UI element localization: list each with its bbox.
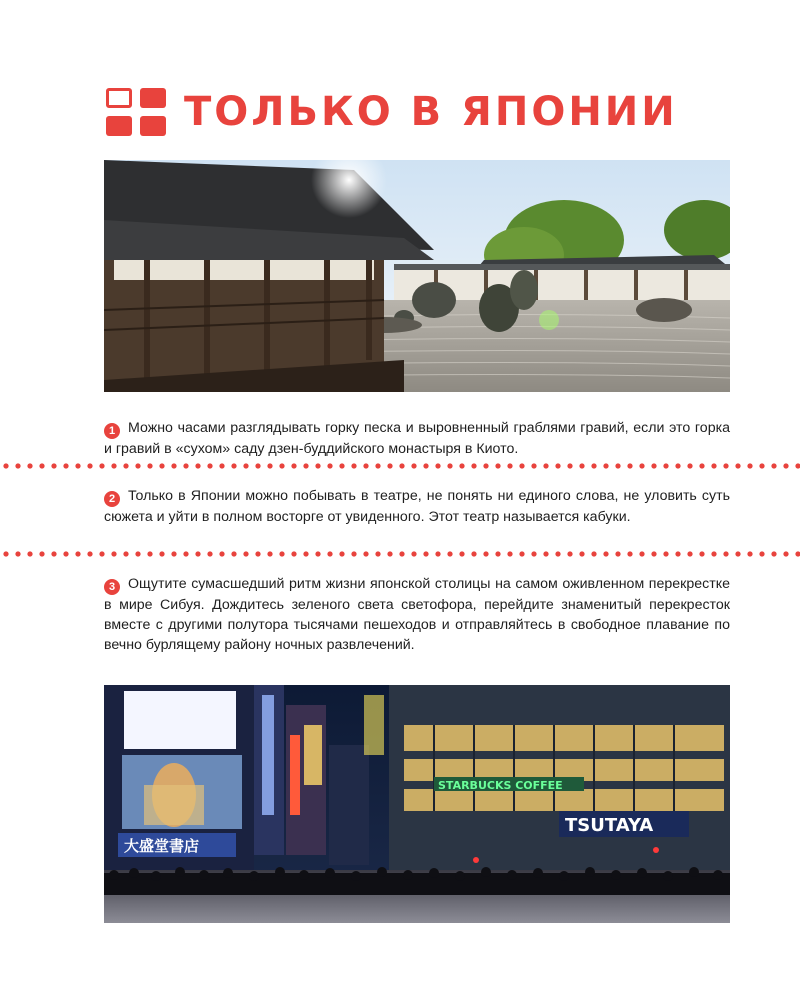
page-header <box>106 86 678 138</box>
shibuya-crossing-photo <box>104 685 730 923</box>
sign-bookstore: 大盛堂書店 <box>124 837 200 855</box>
sign-tsutaya: TSUTAYA <box>565 815 654 836</box>
item-text: Только в Японии можно побывать в театре, не понять ни единого слова, не уловить суть сюжета и уйти в полном восторге от увиденного. Этот театр называется кабуки. <box>104 488 730 525</box>
item-text: Ощутите сумасшедший ритм жизни японской столицы на самом оживленном перекрестке в мире Сибуя. Дождитесь зеленого света светофора, перейдите знаменитый перекресток вместе с другими полутора тысячами пешеходов и отправляйтесь в свободное плавание по вечно бурлящему району ночных развлечений. <box>104 576 730 653</box>
list-item <box>104 486 730 527</box>
zen-garden-photo <box>104 160 730 392</box>
dotted-divider <box>0 463 800 469</box>
dotted-divider <box>0 551 800 557</box>
number-badge: 2 <box>104 491 120 507</box>
number-badge: 1 <box>104 423 120 439</box>
grid-squares-icon <box>106 88 168 136</box>
list-item <box>104 574 730 655</box>
page-title: ТОЛЬКО В ЯПОНИИ <box>184 89 678 135</box>
list-item <box>104 418 730 459</box>
sign-starbucks: STARBUCKS COFFEE <box>438 779 563 792</box>
item-text: Можно часами разглядывать горку песка и выровненный граблями гравий, если это горка и гравий в «сухом» саду дзен-буддийского монастыря в Киото. <box>104 420 730 457</box>
number-badge: 3 <box>104 579 120 595</box>
